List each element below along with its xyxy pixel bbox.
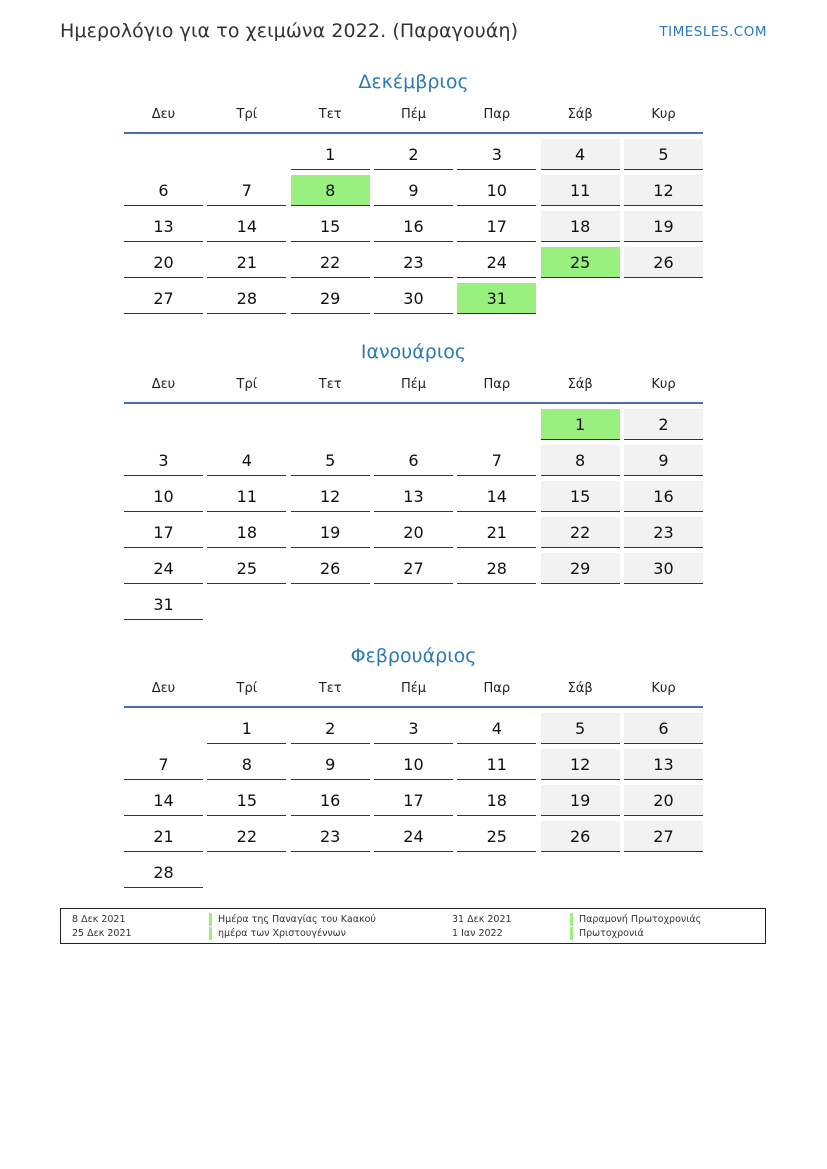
weekday-label: Τετ bbox=[318, 681, 342, 696]
day-cell: 26 bbox=[624, 247, 703, 278]
day-cell: 22 bbox=[291, 247, 370, 278]
weekday-label: Τετ bbox=[318, 377, 342, 392]
weekday-label: Τετ bbox=[318, 107, 342, 122]
day-cell: 8 bbox=[541, 445, 620, 476]
day-cell: 17 bbox=[124, 517, 203, 548]
weekday-header bbox=[124, 678, 703, 700]
month-title: Δεκέμβριος bbox=[358, 71, 469, 93]
day-grid bbox=[124, 139, 703, 314]
day-cell: 1 bbox=[541, 409, 620, 440]
day-grid bbox=[124, 713, 703, 888]
day-cell: 26 bbox=[541, 821, 620, 852]
day-cell: 9 bbox=[374, 175, 453, 206]
empty-day-cell bbox=[207, 409, 286, 440]
brand-link[interactable]: TIMESLES.COM bbox=[659, 24, 767, 40]
day-cell: 12 bbox=[291, 481, 370, 512]
legend-holiday-name: Πρωτοχρονιά bbox=[570, 927, 644, 940]
weekday-label: Κυρ bbox=[651, 107, 676, 122]
day-cell: 9 bbox=[624, 445, 703, 476]
day-cell: 16 bbox=[624, 481, 703, 512]
empty-day-cell bbox=[291, 857, 370, 888]
day-cell: 12 bbox=[624, 175, 703, 206]
day-cell: 24 bbox=[374, 821, 453, 852]
day-cell: 27 bbox=[374, 553, 453, 584]
month-title: Ιανουάριος bbox=[360, 341, 467, 363]
day-grid bbox=[124, 409, 703, 620]
weekday-label: Τρί bbox=[236, 681, 258, 696]
day-cell: 13 bbox=[374, 481, 453, 512]
empty-day-cell bbox=[124, 409, 203, 440]
empty-day-cell bbox=[541, 857, 620, 888]
day-cell: 28 bbox=[124, 857, 203, 888]
day-cell: 23 bbox=[624, 517, 703, 548]
empty-day-cell bbox=[624, 589, 703, 620]
weekday-label: Κυρ bbox=[651, 681, 676, 696]
empty-day-cell bbox=[291, 589, 370, 620]
empty-day-cell bbox=[541, 589, 620, 620]
weekday-label: Δευ bbox=[151, 377, 176, 392]
day-cell: 9 bbox=[291, 749, 370, 780]
day-cell: 14 bbox=[207, 211, 286, 242]
day-cell: 15 bbox=[207, 785, 286, 816]
empty-day-cell bbox=[374, 589, 453, 620]
day-cell: 10 bbox=[124, 481, 203, 512]
day-cell: 6 bbox=[374, 445, 453, 476]
day-cell: 16 bbox=[374, 211, 453, 242]
day-cell: 31 bbox=[124, 589, 203, 620]
empty-day-cell bbox=[457, 409, 536, 440]
day-cell: 29 bbox=[291, 283, 370, 314]
day-cell: 2 bbox=[291, 713, 370, 744]
day-cell: 21 bbox=[207, 247, 286, 278]
day-cell: 23 bbox=[291, 821, 370, 852]
day-cell: 30 bbox=[624, 553, 703, 584]
empty-day-cell bbox=[624, 857, 703, 888]
day-cell: 8 bbox=[207, 749, 286, 780]
day-cell: 18 bbox=[457, 785, 536, 816]
day-cell: 2 bbox=[624, 409, 703, 440]
weekday-header bbox=[124, 374, 703, 396]
day-cell: 11 bbox=[207, 481, 286, 512]
day-cell: 24 bbox=[457, 247, 536, 278]
empty-day-cell bbox=[374, 857, 453, 888]
day-cell: 31 bbox=[457, 283, 536, 314]
day-cell: 19 bbox=[541, 785, 620, 816]
day-cell: 13 bbox=[124, 211, 203, 242]
day-cell: 22 bbox=[541, 517, 620, 548]
weekday-label: Παρ bbox=[483, 107, 511, 122]
day-cell: 3 bbox=[374, 713, 453, 744]
weekday-label: Σάβ bbox=[567, 377, 593, 392]
empty-day-cell bbox=[457, 857, 536, 888]
weekday-label: Τρί bbox=[236, 107, 258, 122]
day-cell: 14 bbox=[124, 785, 203, 816]
weekday-label: Παρ bbox=[483, 681, 511, 696]
month-title: Φεβρουάριος bbox=[350, 645, 477, 667]
empty-day-cell bbox=[541, 283, 620, 314]
page-title: Ημερολόγιο για το χειμώνα 2022. (Παραγουάη) bbox=[60, 20, 519, 42]
day-cell: 21 bbox=[124, 821, 203, 852]
day-cell: 1 bbox=[291, 139, 370, 170]
weekday-label: Παρ bbox=[483, 377, 511, 392]
month-calendar bbox=[124, 338, 703, 620]
day-cell: 27 bbox=[124, 283, 203, 314]
holiday-legend bbox=[60, 908, 766, 944]
empty-day-cell bbox=[207, 139, 286, 170]
day-cell: 2 bbox=[374, 139, 453, 170]
weekday-label: Κυρ bbox=[651, 377, 676, 392]
header-divider bbox=[124, 402, 703, 404]
day-cell: 1 bbox=[207, 713, 286, 744]
weekday-label: Πέμ bbox=[400, 681, 427, 696]
day-cell: 5 bbox=[624, 139, 703, 170]
day-cell: 5 bbox=[291, 445, 370, 476]
day-cell: 3 bbox=[457, 139, 536, 170]
day-cell: 7 bbox=[457, 445, 536, 476]
day-cell: 22 bbox=[207, 821, 286, 852]
day-cell: 17 bbox=[374, 785, 453, 816]
day-cell: 24 bbox=[124, 553, 203, 584]
empty-day-cell bbox=[124, 139, 203, 170]
day-cell: 20 bbox=[624, 785, 703, 816]
empty-day-cell bbox=[207, 857, 286, 888]
header-divider bbox=[124, 706, 703, 708]
day-cell: 14 bbox=[457, 481, 536, 512]
day-cell: 19 bbox=[291, 517, 370, 548]
day-cell: 20 bbox=[124, 247, 203, 278]
month-calendar bbox=[124, 642, 703, 888]
day-cell: 27 bbox=[624, 821, 703, 852]
month-calendar bbox=[124, 68, 703, 314]
day-cell: 15 bbox=[541, 481, 620, 512]
day-cell: 26 bbox=[291, 553, 370, 584]
weekday-label: Πέμ bbox=[400, 107, 427, 122]
empty-day-cell bbox=[374, 409, 453, 440]
day-cell: 12 bbox=[541, 749, 620, 780]
day-cell: 7 bbox=[124, 749, 203, 780]
day-cell: 17 bbox=[457, 211, 536, 242]
day-cell: 25 bbox=[541, 247, 620, 278]
day-cell: 23 bbox=[374, 247, 453, 278]
empty-day-cell bbox=[624, 283, 703, 314]
day-cell: 28 bbox=[457, 553, 536, 584]
day-cell: 21 bbox=[457, 517, 536, 548]
day-cell: 4 bbox=[207, 445, 286, 476]
day-cell: 25 bbox=[207, 553, 286, 584]
day-cell: 10 bbox=[374, 749, 453, 780]
empty-day-cell bbox=[457, 589, 536, 620]
legend-date: 25 Δεκ 2021 bbox=[72, 928, 132, 939]
day-cell: 6 bbox=[124, 175, 203, 206]
weekday-header bbox=[124, 104, 703, 126]
legend-holiday-name: Ημέρα της Παναγίας του Κaακού bbox=[209, 913, 376, 926]
weekday-label: Δευ bbox=[151, 681, 176, 696]
weekday-label: Πέμ bbox=[400, 377, 427, 392]
weekday-label: Σάβ bbox=[567, 107, 593, 122]
day-cell: 10 bbox=[457, 175, 536, 206]
day-cell: 19 bbox=[624, 211, 703, 242]
day-cell: 20 bbox=[374, 517, 453, 548]
day-cell: 15 bbox=[291, 211, 370, 242]
day-cell: 8 bbox=[291, 175, 370, 206]
day-cell: 18 bbox=[541, 211, 620, 242]
day-cell: 25 bbox=[457, 821, 536, 852]
day-cell: 18 bbox=[207, 517, 286, 548]
day-cell: 11 bbox=[541, 175, 620, 206]
weekday-label: Σάβ bbox=[567, 681, 593, 696]
day-cell: 4 bbox=[541, 139, 620, 170]
day-cell: 6 bbox=[624, 713, 703, 744]
empty-day-cell bbox=[124, 713, 203, 744]
legend-date: 8 Δεκ 2021 bbox=[72, 914, 126, 925]
day-cell: 4 bbox=[457, 713, 536, 744]
day-cell: 7 bbox=[207, 175, 286, 206]
empty-day-cell bbox=[207, 589, 286, 620]
day-cell: 16 bbox=[291, 785, 370, 816]
day-cell: 11 bbox=[457, 749, 536, 780]
legend-holiday-name: ημέρα των Χριστουγέννων bbox=[209, 927, 346, 940]
header-divider bbox=[124, 132, 703, 134]
legend-holiday-name: Παραμονή Πρωτοχρονιάς bbox=[570, 913, 701, 926]
day-cell: 29 bbox=[541, 553, 620, 584]
day-cell: 13 bbox=[624, 749, 703, 780]
legend-date: 1 Ιαν 2022 bbox=[452, 928, 503, 939]
day-cell: 5 bbox=[541, 713, 620, 744]
day-cell: 28 bbox=[207, 283, 286, 314]
legend-date: 31 Δεκ 2021 bbox=[452, 914, 512, 925]
day-cell: 30 bbox=[374, 283, 453, 314]
weekday-label: Τρί bbox=[236, 377, 258, 392]
empty-day-cell bbox=[291, 409, 370, 440]
day-cell: 3 bbox=[124, 445, 203, 476]
weekday-label: Δευ bbox=[151, 107, 176, 122]
